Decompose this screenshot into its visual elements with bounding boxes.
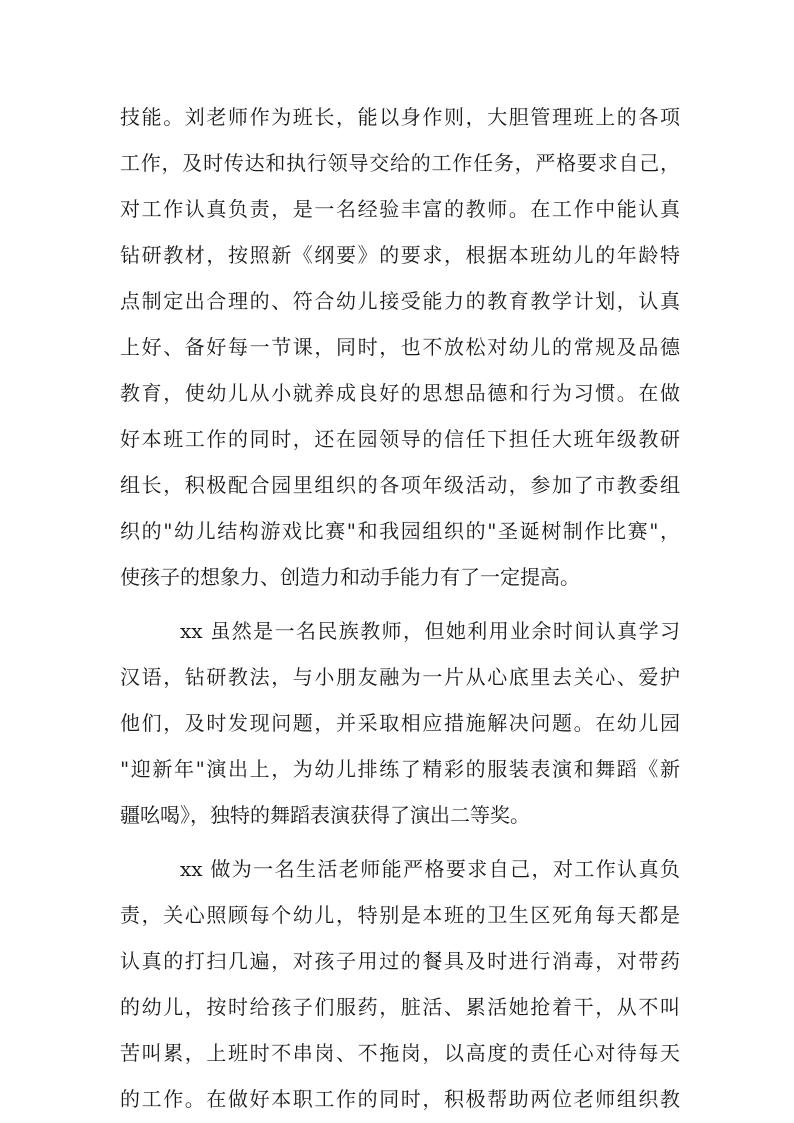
text-line: 责，关心照顾每个幼儿，特别是本班的卫生区死角每天都是 — [120, 903, 680, 927]
text-line: 钻研教材，按照新《纲要》的要求，根据本班幼儿的年龄特 — [120, 243, 680, 267]
text-line: 织的"幼儿结构游戏比赛"和我园组织的"圣诞树制作比赛"， — [120, 519, 680, 543]
text-line: 教育，使幼儿从小就养成良好的思想品德和行为习惯。在做 — [120, 381, 680, 405]
text-line: 上好、备好每一节课，同时，也不放松对幼儿的常规及品德 — [120, 335, 680, 359]
text-line: 疆吆喝》，独特的舞蹈表演获得了演出二等奖。 — [120, 803, 530, 827]
text-line: xx 虽然是一名民族教师，但她利用业余时间认真学习 — [180, 619, 680, 643]
text-line: 的工作。在做好本职工作的同时，积极帮助两位老师组织教 — [120, 1087, 680, 1111]
text-line: 苦叫累，上班时不串岗、不拖岗，以高度的责任心对待每天 — [120, 1041, 680, 1065]
text-line: 组长，积极配合园里组织的各项年级活动，参加了市教委组 — [120, 473, 680, 497]
text-line: 的幼儿，按时给孩子们服药，脏活、累活她抢着干，从不叫 — [120, 995, 680, 1019]
text-line: 认真的打扫几遍，对孩子用过的餐具及时进行消毒，对带药 — [120, 949, 680, 973]
text-line: 工作，及时传达和执行领导交给的工作任务，严格要求自己， — [120, 151, 680, 175]
text-line: 对工作认真负责，是一名经验丰富的教师。在工作中能认真 — [120, 197, 680, 221]
text-line: 汉语，钻研教法，与小朋友融为一片从心底里去关心、爱护 — [120, 665, 680, 689]
text-line: "迎新年"演出上，为幼儿排练了精彩的服装表演和舞蹈《新 — [120, 757, 680, 781]
text-line: xx 做为一名生活老师能严格要求自己，对工作认真负 — [180, 857, 680, 881]
text-line: 好本班工作的同时，还在园领导的信任下担任大班年级教研 — [120, 427, 680, 451]
text-line: 他们，及时发现问题，并采取相应措施解决问题。在幼儿园 — [120, 711, 680, 735]
text-line: 使孩子的想象力、创造力和动手能力有了一定提高。 — [120, 565, 580, 589]
text-line: 技能。刘老师作为班长，能以身作则，大胆管理班上的各项 — [120, 105, 680, 129]
text-line: 点制定出合理的、符合幼儿接受能力的教育教学计划，认真 — [120, 289, 680, 313]
